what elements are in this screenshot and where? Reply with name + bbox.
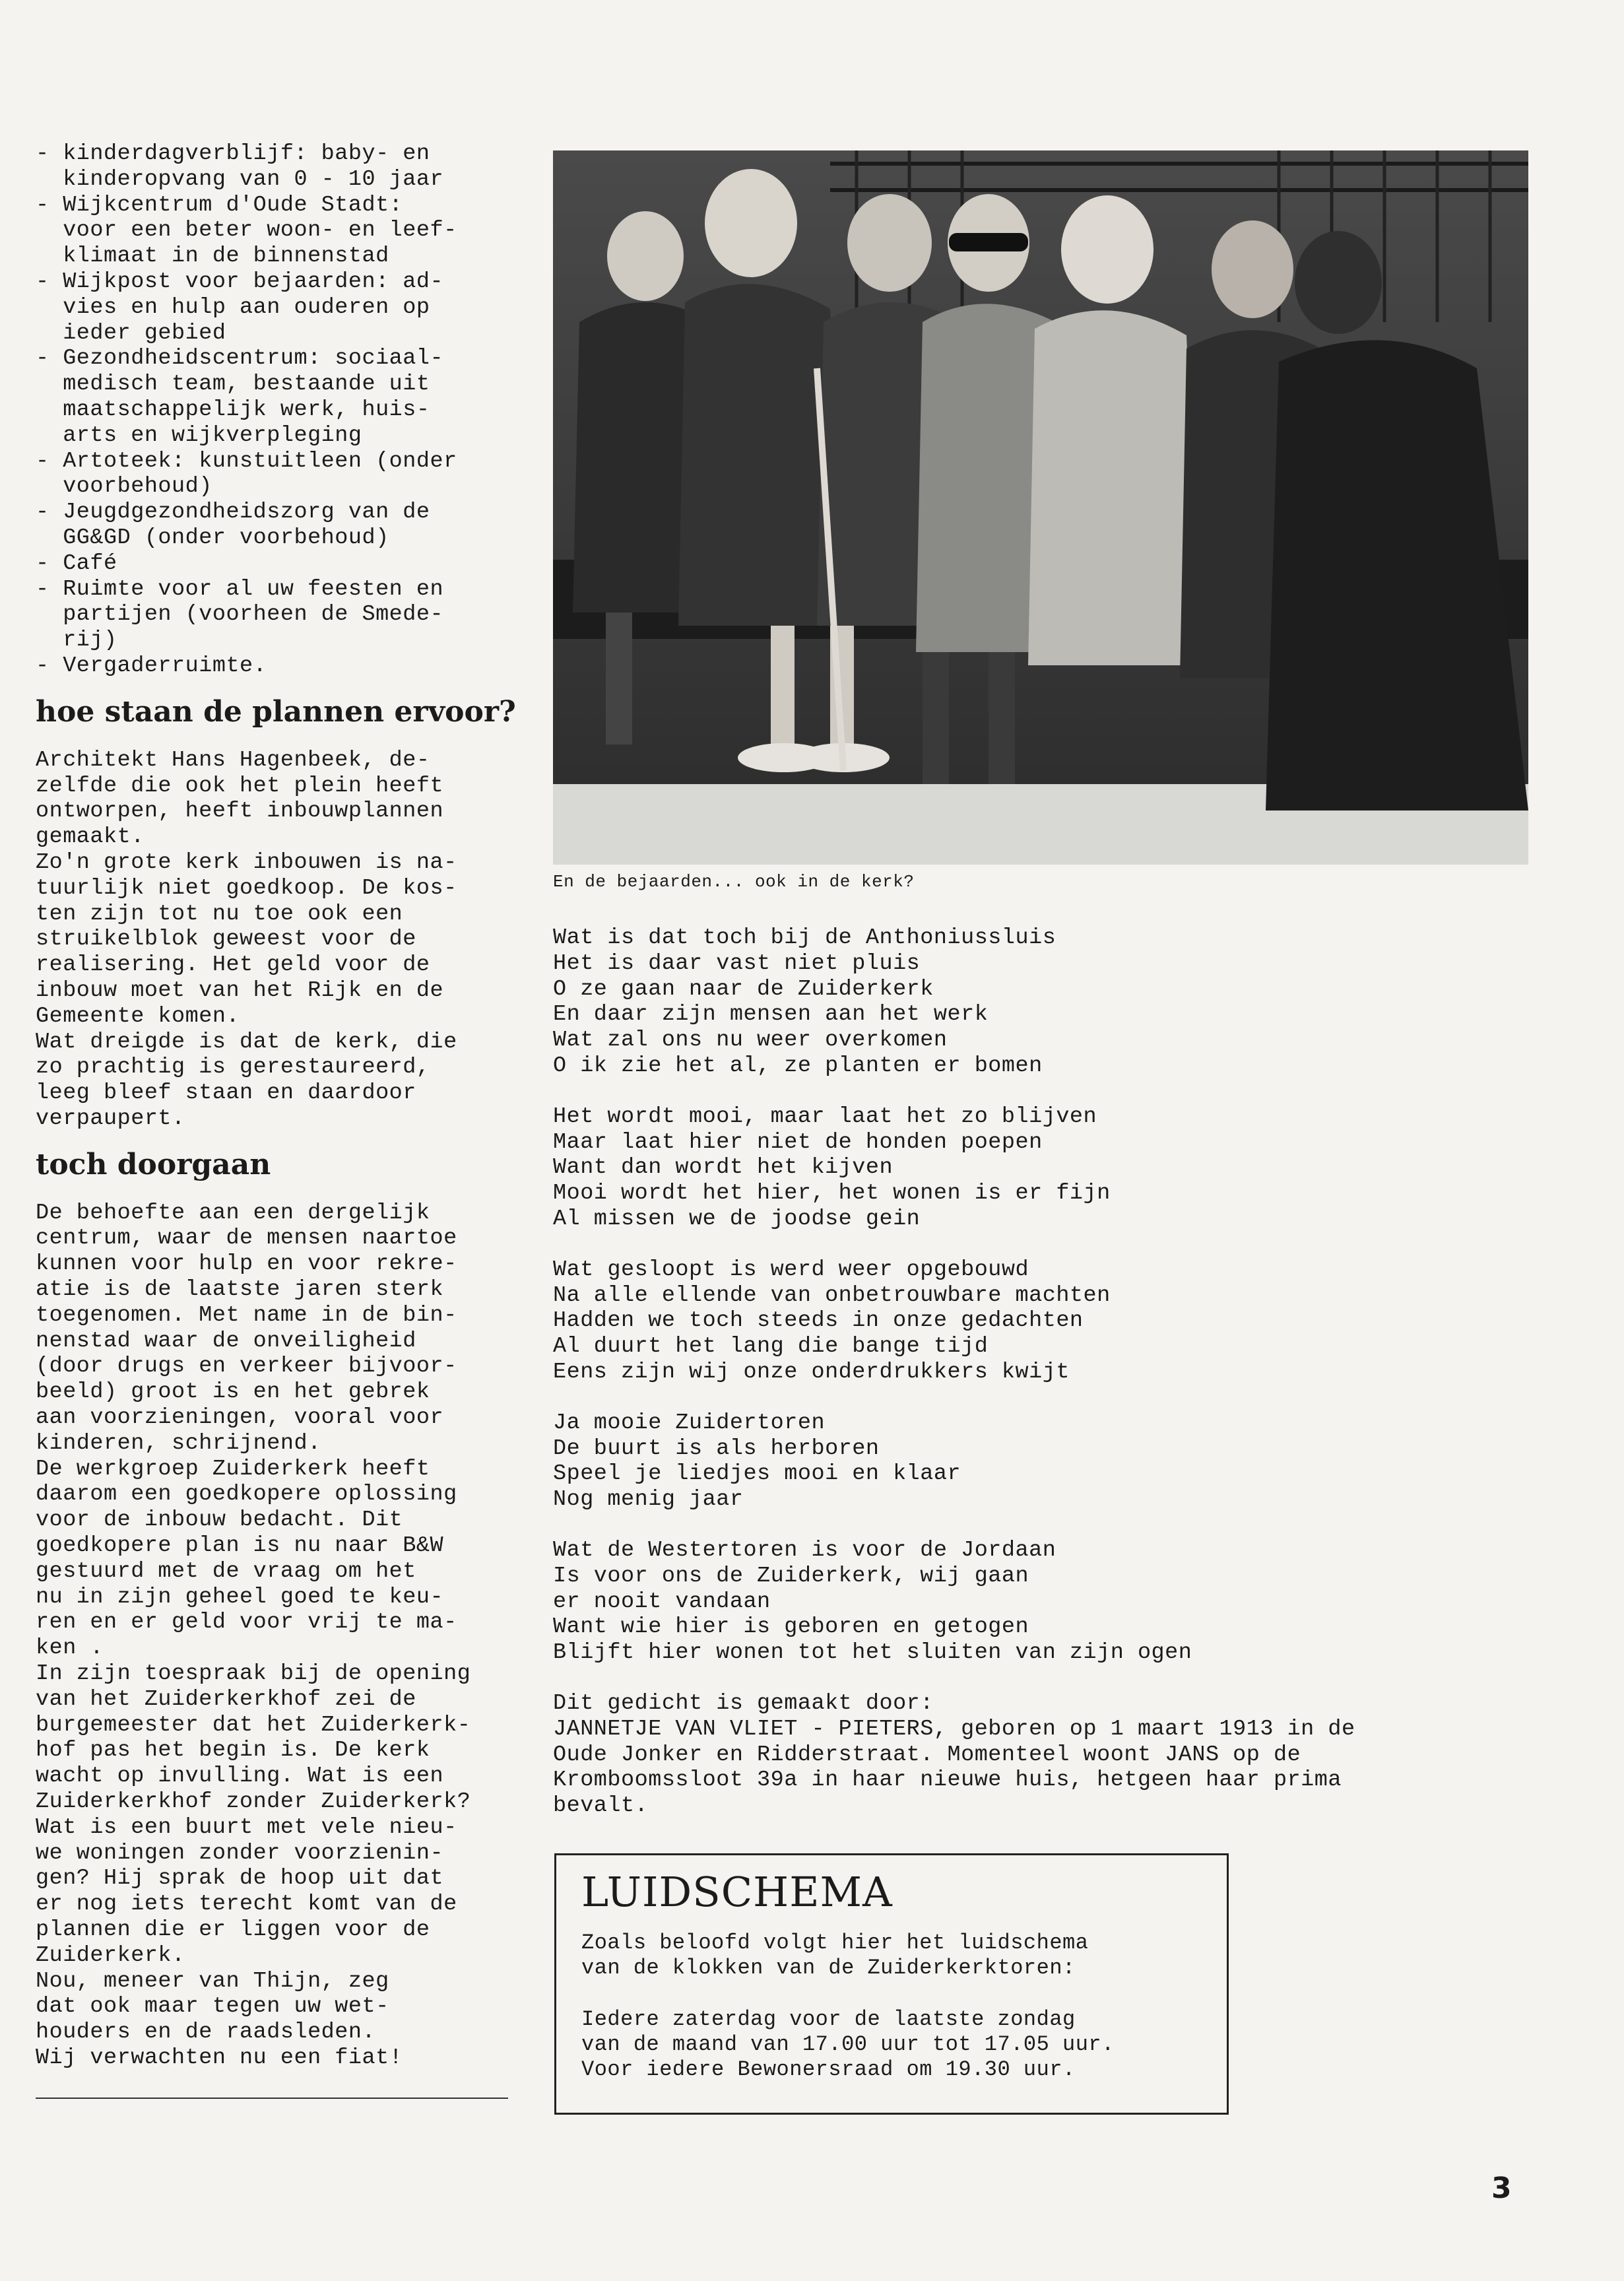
poem: [553, 925, 1530, 1666]
poem-line: er nooit vandaan: [553, 1589, 771, 1614]
article-line: wacht op invulling. Wat is een: [36, 1764, 444, 1789]
poem-line: Al duurt het lang die bange tijd: [553, 1334, 989, 1360]
luidschema-line: van de klokken van de Zuiderkerktoren:: [581, 1956, 1076, 1980]
poem-line: Wat gesloopt is werd weer opgebouwd: [553, 1257, 1029, 1282]
author-note-line: bevalt.: [553, 1793, 649, 1819]
article-line: zelfde die ook het plein heeft: [36, 773, 444, 799]
section-heading-plannen: hoe staan de plannen ervoor?: [36, 694, 516, 729]
author-note-line: JANNETJE VAN VLIET - PIETERS, geboren op 1 maart 1913 in de: [553, 1716, 1355, 1742]
facility-list-line: - kinderdagverblijf: baby- en: [36, 141, 430, 166]
luidschema-line: van de maand van 17.00 uur tot 17.05 uur.: [581, 2032, 1115, 2057]
article-line: Zuiderkerk.: [36, 1942, 185, 1968]
article-line: hof pas het begin is. De kerk: [36, 1738, 430, 1764]
author-note-line: Kromboomssloot 39a in haar nieuwe huis, hetgeen haar prima: [553, 1768, 1342, 1793]
facility-list-line: kinderopvang van 0 - 10 jaar: [36, 166, 444, 192]
article-line: gen? Hij sprak de hoop uit dat: [36, 1866, 444, 1892]
article-line: burgemeester dat het Zuiderkerk-: [36, 1712, 471, 1738]
poem-line: Het wordt mooi, maar laat het zo blijven: [553, 1104, 1097, 1129]
column-end-rule: [36, 2098, 508, 2099]
luidschema-title: LUIDSCHEMA: [581, 1868, 893, 1916]
facility-list: [36, 141, 511, 679]
author-note-line: Oude Jonker en Ridderstraat. Momenteel woont JANS op de: [553, 1742, 1301, 1768]
article-line: zo prachtig is gerestaureerd,: [36, 1055, 430, 1080]
article-line: er nog iets terecht komt van de: [36, 1892, 457, 1917]
article-line: tuurlijk niet goedkoop. De kos-: [36, 875, 457, 901]
article-line: dat ook maar tegen uw wet-: [36, 1994, 389, 2020]
facility-list-line: - Gezondheidscentrum: sociaal-: [36, 346, 444, 372]
luidschema-line: Voor iedere Bewonersraad om 19.30 uur.: [581, 2057, 1076, 2082]
luidschema-line: Zoals beloofd volgt hier het luidschema: [581, 1931, 1089, 1955]
section-heading-doorgaan: toch doorgaan: [36, 1147, 271, 1181]
article-line: nenstad waar de onveiligheid: [36, 1328, 416, 1354]
facility-list-line: partijen (voorheen de Smede-: [36, 602, 444, 628]
facility-list-line: - Café: [36, 550, 117, 576]
poem-line: Nog menig jaar: [553, 1487, 744, 1513]
article-line: verpaupert.: [36, 1106, 185, 1131]
photo-elderly-women-on-bench: [553, 150, 1528, 865]
facility-list-line: - Wijkpost voor bejaarden: ad-: [36, 269, 444, 294]
facility-list-line: vies en hulp aan ouderen op: [36, 294, 430, 320]
luidschema-intro: [581, 1931, 1203, 1981]
poem-author-note: [553, 1691, 1530, 1819]
poem-stanza: [553, 1104, 1530, 1232]
facility-list-line: - Ruimte voor al uw feesten en: [36, 576, 444, 602]
poem-line: Maar laat hier niet de honden poepen: [553, 1129, 1043, 1155]
article-line: we woningen zonder voorzienin-: [36, 1840, 444, 1866]
left-column: [36, 141, 516, 2099]
section-body-doorgaan: [36, 1201, 511, 2071]
article-line: ontworpen, heeft inbouwplannen: [36, 799, 444, 824]
article-line: Wij verwachten nu een fiat!: [36, 2045, 403, 2070]
poem-line: Ja mooie Zuidertoren: [553, 1410, 826, 1436]
facility-list-line: maatschappelijk werk, huis-: [36, 397, 430, 422]
poem-line: Al missen we de joodse gein: [553, 1206, 921, 1232]
article-line: gestuurd met de vraag om het: [36, 1558, 416, 1584]
facility-list-line: voor een beter woon- en leef-: [36, 218, 457, 244]
article-line: realisering. Het geld voor de: [36, 952, 430, 978]
poem-line: Mooi wordt het hier, het wonen is er fijn: [553, 1181, 1111, 1207]
facility-list-line: - Jeugdgezondheidszorg van de: [36, 500, 430, 525]
poem-line: O ik zie het al, ze planten er bomen: [553, 1053, 1043, 1078]
luidschema-box: [554, 1853, 1229, 2115]
article-line: kinderen, schrijnend.: [36, 1430, 321, 1456]
article-line: ren en er geld voor vrij te ma-: [36, 1610, 457, 1636]
facility-list-line: arts en wijkverpleging: [36, 422, 362, 448]
poem-line: Na alle ellende van onbetrouwbare machten: [553, 1282, 1111, 1308]
poem-line: Blijft hier wonen tot het sluiten van zijn ogen: [553, 1640, 1192, 1666]
poem-line: Wat zal ons nu weer overkomen: [553, 1028, 948, 1053]
facility-list-line: voorbehoud): [36, 474, 212, 500]
article-line: beeld) groot is en het gebrek: [36, 1379, 430, 1405]
article-line: nu in zijn geheel goed te keu-: [36, 1584, 444, 1610]
article-line: toegenomen. Met name in de bin-: [36, 1302, 457, 1328]
article-line: Architekt Hans Hagenbeek, de-: [36, 747, 430, 773]
facility-list-line: GG&GD (onder voorbehoud): [36, 525, 389, 550]
article-line: In zijn toespraak bij de opening: [36, 1661, 471, 1687]
article-line: daarom een goedkopere oplossing: [36, 1482, 457, 1507]
facility-list-line: - Vergaderruimte.: [36, 653, 267, 678]
poem-stanza: [553, 1257, 1530, 1385]
article-line: ken .: [36, 1636, 104, 1661]
article-line: van het Zuiderkerkhof zei de: [36, 1686, 416, 1712]
article-line: kunnen voor hulp en voor rekre-: [36, 1251, 457, 1277]
article-line: gemaakt.: [36, 824, 145, 850]
article-line: houders en de raadsleden.: [36, 2020, 376, 2045]
article-line: goedkopere plan is nu naar B&W: [36, 1533, 444, 1559]
poem-line: Hadden we toch steeds in onze gedachten: [553, 1308, 1084, 1334]
poem-stanza: [553, 925, 1530, 1079]
right-column: [553, 150, 1530, 1819]
article-line: ten zijn tot nu toe ook een: [36, 901, 403, 927]
facility-list-line: rij): [36, 628, 117, 653]
article-line: Nou, meneer van Thijn, zeg: [36, 1968, 389, 1994]
poem-line: Is voor ons de Zuiderkerk, wij gaan: [553, 1563, 1029, 1589]
poem-line: Want dan wordt het kijven: [553, 1155, 893, 1181]
facility-list-line: - Artoteek: kunstuitleen (onder: [36, 448, 457, 474]
article-line: centrum, waar de mensen naartoe: [36, 1226, 457, 1251]
page-number: 3: [1491, 2171, 1512, 2205]
author-note-line: Dit gedicht is gemaakt door:: [553, 1690, 934, 1716]
poem-line: De buurt is als herboren: [553, 1436, 880, 1461]
poem-line: Het is daar vast niet pluis: [553, 950, 921, 976]
facility-list-line: - Wijkcentrum d'Oude Stadt:: [36, 192, 403, 218]
article-line: inbouw moet van het Rijk en de: [36, 977, 444, 1003]
section-body-plannen: [36, 748, 511, 1132]
facility-list-line: medisch team, bestaande uit: [36, 372, 430, 397]
article-line: (door drugs en verkeer bijvoor-: [36, 1354, 457, 1379]
article-line: Zuiderkerkhof zonder Zuiderkerk?: [36, 1789, 471, 1815]
poem-line: Wat de Westertoren is voor de Jordaan: [553, 1537, 1056, 1563]
article-line: struikelblok geweest voor de: [36, 927, 416, 952]
article-line: leeg bleef staan en daardoor: [36, 1080, 416, 1106]
article-line: Gemeente komen.: [36, 1003, 240, 1029]
article-line: Wat dreigde is dat de kerk, die: [36, 1029, 457, 1055]
article-line: De behoefte aan een dergelijk: [36, 1200, 430, 1226]
article-line: De werkgroep Zuiderkerk heeft: [36, 1456, 430, 1482]
poem-line: O ze gaan naar de Zuiderkerk: [553, 976, 934, 1002]
poem-stanza: [553, 1538, 1530, 1666]
article-line: plannen die er liggen voor de: [36, 1917, 430, 1942]
article-line: voor de inbouw bedacht. Dit: [36, 1507, 403, 1533]
poem-line: En daar zijn mensen aan het werk: [553, 1002, 989, 1028]
facility-list-line: ieder gebied: [36, 320, 226, 346]
poem-line: Wat is dat toch bij de Anthoniussluis: [553, 925, 1056, 950]
photo-caption: En de bejaarden... ook in de kerk?: [553, 872, 915, 892]
poem-line: Eens zijn wij onze onderdrukkers kwijt: [553, 1359, 1070, 1385]
article-line: Wat is een buurt met vele nieu-: [36, 1814, 457, 1840]
article-line: Zo'n grote kerk inbouwen is na-: [36, 849, 457, 875]
poem-line: Speel je liedjes mooi en klaar: [553, 1461, 961, 1487]
article-line: aan voorzieningen, vooral voor: [36, 1405, 444, 1431]
poem-stanza: [553, 1410, 1530, 1513]
facility-list-line: klimaat in de binnenstad: [36, 244, 389, 269]
article-line: atie is de laatste jaren sterk: [36, 1277, 444, 1303]
poem-line: Want wie hier is geboren en getogen: [553, 1614, 1029, 1640]
luidschema-schedule: [581, 2007, 1203, 2082]
luidschema-line: Iedere zaterdag voor de laatste zondag: [581, 2007, 1076, 2032]
